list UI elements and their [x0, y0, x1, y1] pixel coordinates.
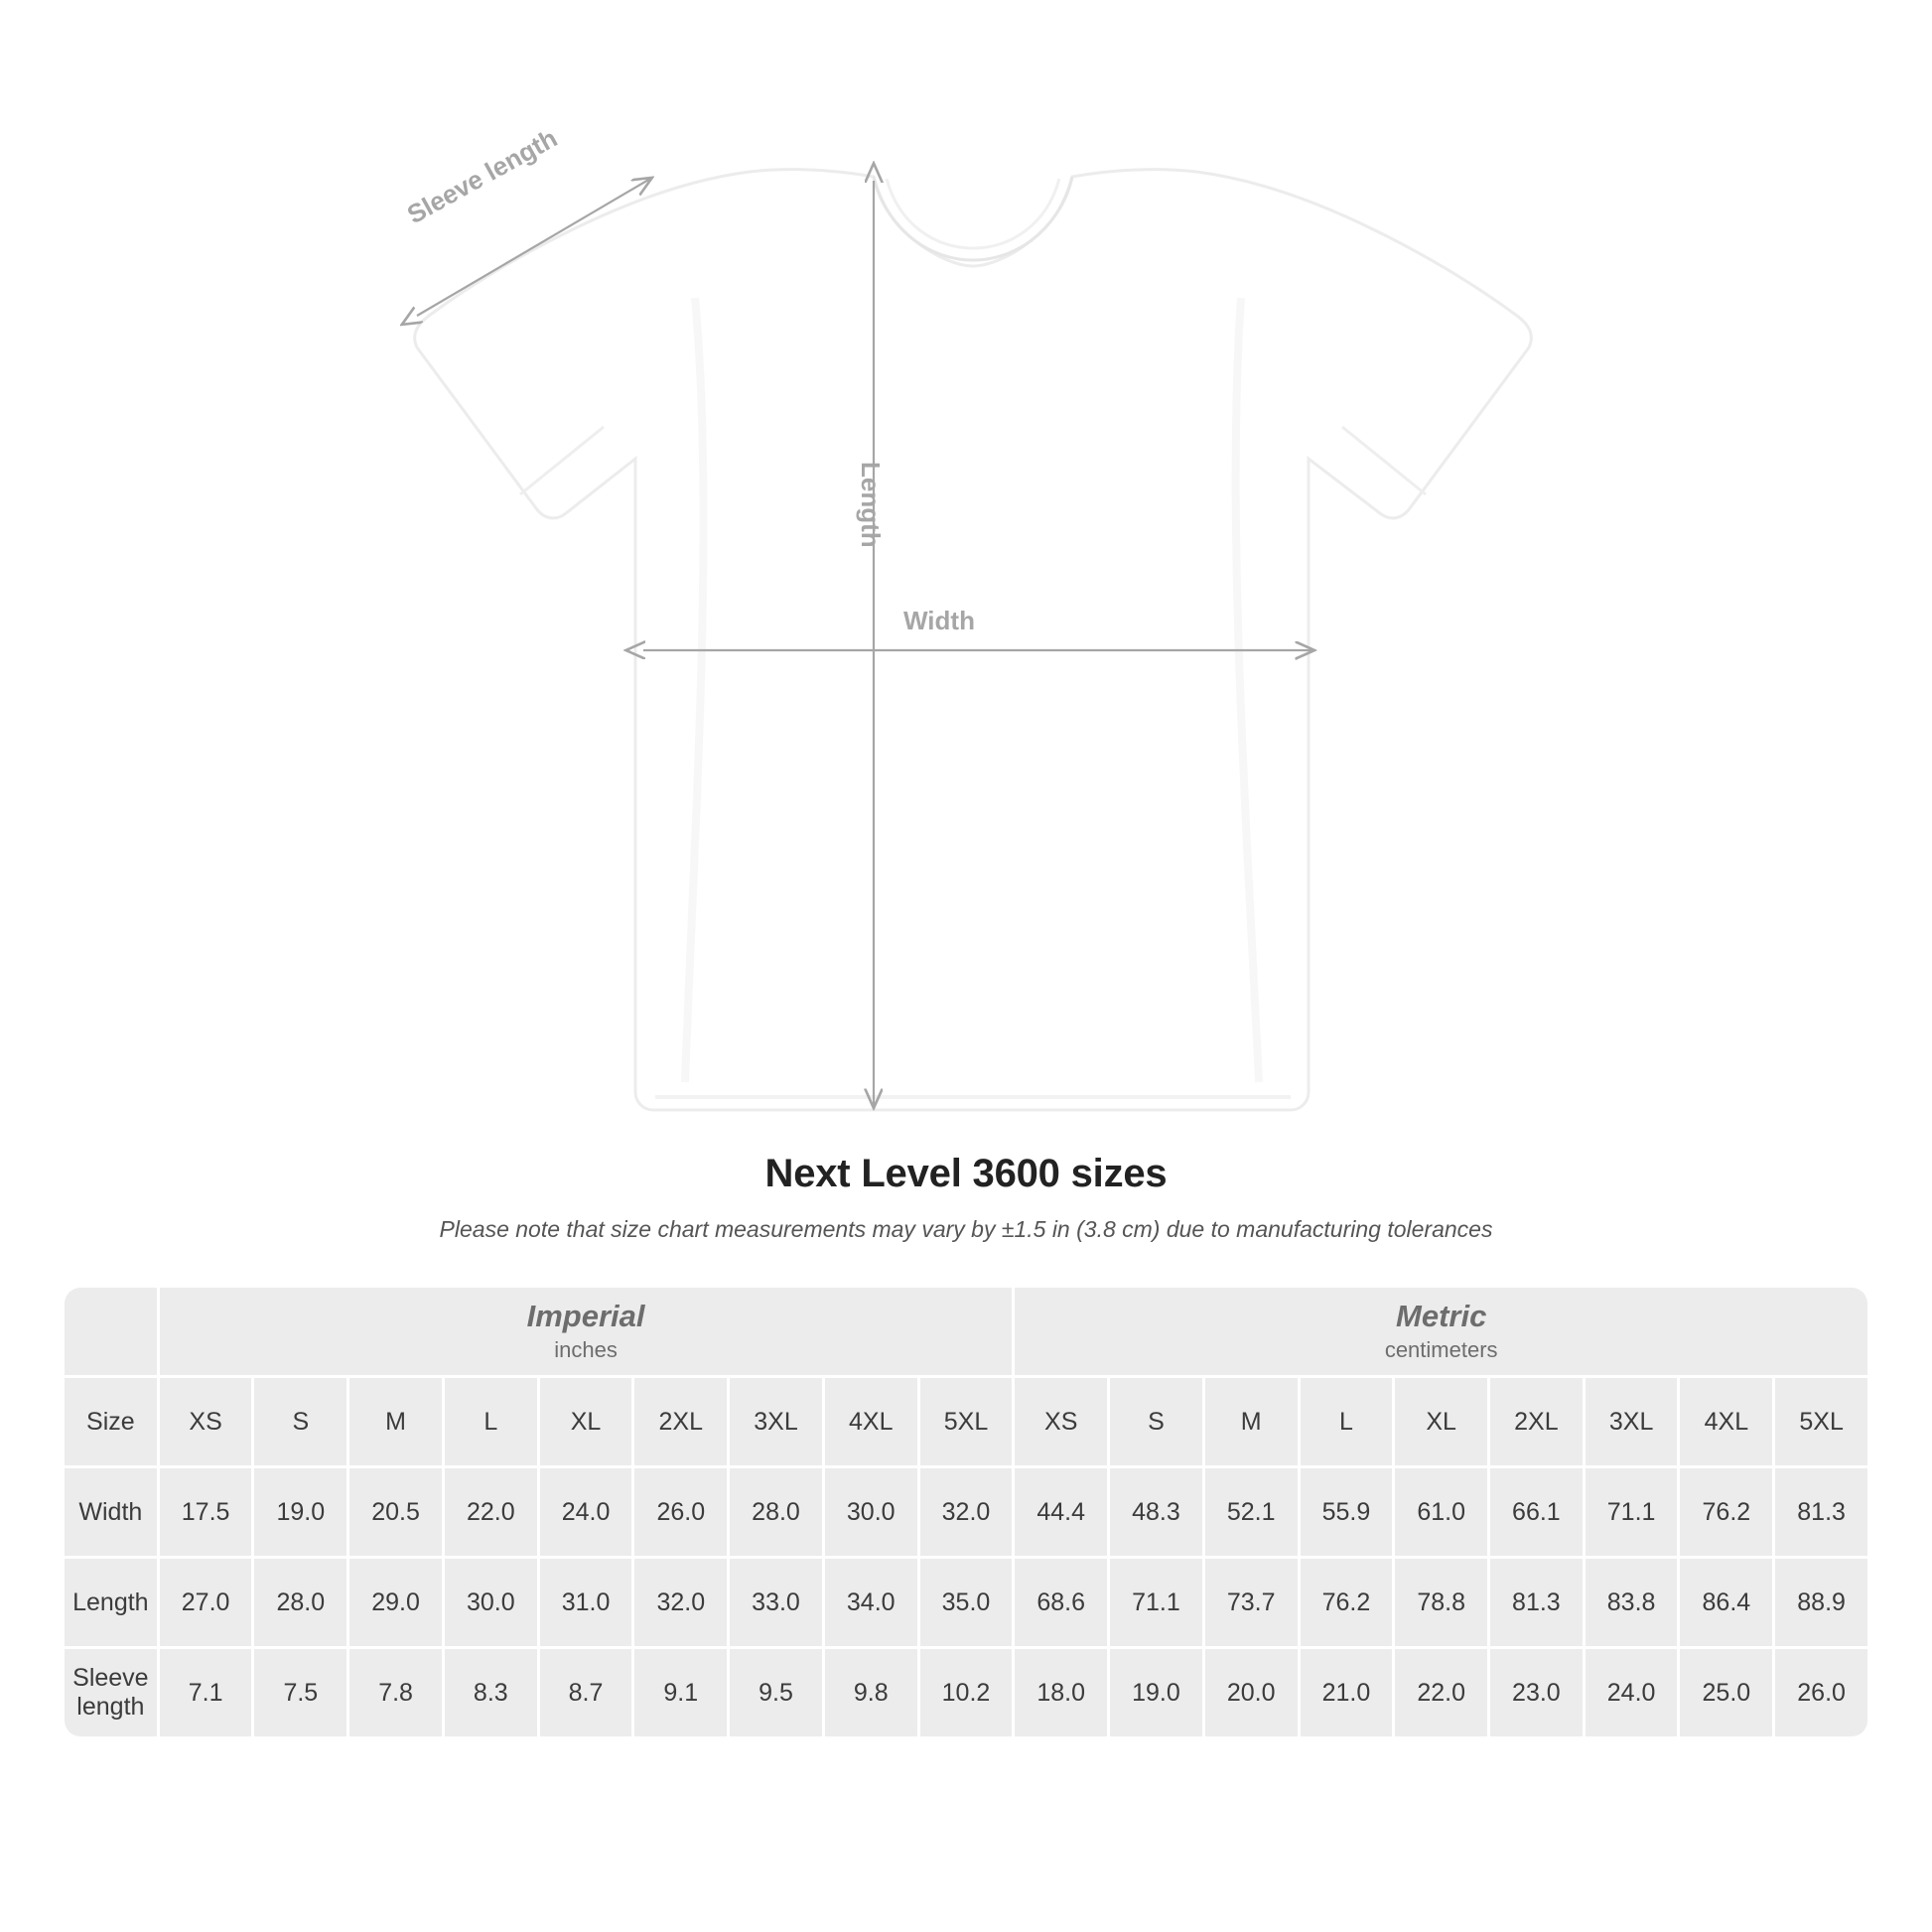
cell-sleeve-cm-2xl: 23.0 [1490, 1649, 1583, 1736]
cell-width-cm-5xl: 81.3 [1775, 1468, 1867, 1556]
cell-sleeve-in-xs: 7.1 [160, 1649, 252, 1736]
size-table-wrapper [62, 1285, 1870, 1739]
cell-width-cm-3xl: 71.1 [1586, 1468, 1678, 1556]
unit-sub-imperial: inches [554, 1337, 618, 1363]
cell-length-in-5xl: 35.0 [920, 1559, 1013, 1646]
row-label-length: Length [65, 1559, 157, 1646]
cell-length-in-l: 30.0 [445, 1559, 537, 1646]
cell-width-in-s: 19.0 [254, 1468, 346, 1556]
table-row [65, 1468, 1867, 1556]
cell-width-in-l: 22.0 [445, 1468, 537, 1556]
cell-width-in-5xl: 32.0 [920, 1468, 1013, 1556]
table-row [65, 1559, 1867, 1646]
shirt-outline [415, 170, 1532, 1110]
cell-length-cm-s: 71.1 [1110, 1559, 1202, 1646]
size-row-label: Size [65, 1378, 157, 1465]
cell-length-in-xl: 31.0 [540, 1559, 632, 1646]
cell-length-cm-m: 73.7 [1205, 1559, 1298, 1646]
cell-length-cm-5xl: 88.9 [1775, 1559, 1867, 1646]
cell-sleeve-in-3xl: 9.5 [730, 1649, 822, 1736]
unit-group-metric [1015, 1288, 1867, 1375]
cell-width-in-4xl: 30.0 [825, 1468, 917, 1556]
cell-width-in-m: 20.5 [349, 1468, 442, 1556]
cell-length-cm-xl: 78.8 [1395, 1559, 1487, 1646]
size-header-cell: 4XL [825, 1378, 917, 1465]
size-header-cell: 5XL [920, 1378, 1013, 1465]
unit-sub-metric: centimeters [1384, 1337, 1498, 1363]
size-header-cell: XS [1015, 1378, 1107, 1465]
cell-length-cm-l: 76.2 [1301, 1559, 1393, 1646]
table-corner-cell [65, 1288, 157, 1375]
size-header-cell: 5XL [1775, 1378, 1867, 1465]
cell-width-in-xs: 17.5 [160, 1468, 252, 1556]
cell-length-in-xs: 27.0 [160, 1559, 252, 1646]
cell-sleeve-cm-m: 20.0 [1205, 1649, 1298, 1736]
cell-sleeve-cm-xs: 18.0 [1015, 1649, 1107, 1736]
cell-sleeve-cm-4xl: 25.0 [1680, 1649, 1772, 1736]
cell-length-in-4xl: 34.0 [825, 1559, 917, 1646]
cell-length-cm-xs: 68.6 [1015, 1559, 1107, 1646]
cell-sleeve-cm-5xl: 26.0 [1775, 1649, 1867, 1736]
cell-width-in-3xl: 28.0 [730, 1468, 822, 1556]
cell-sleeve-in-l: 8.3 [445, 1649, 537, 1736]
row-label-sleeve-length: Sleeve length [65, 1649, 157, 1736]
cell-width-in-xl: 24.0 [540, 1468, 632, 1556]
unit-name-imperial: Imperial [526, 1299, 645, 1334]
cell-sleeve-cm-xl: 22.0 [1395, 1649, 1487, 1736]
size-header-cell: 2XL [634, 1378, 727, 1465]
size-header-cell: 4XL [1680, 1378, 1772, 1465]
width-label: Width [903, 606, 975, 635]
tolerance-note: Please note that size chart measurements may vary by ±1.5 in (3.8 cm) due to manufacturing tolerances [439, 1216, 1493, 1242]
cell-length-in-m: 29.0 [349, 1559, 442, 1646]
cell-sleeve-in-xl: 8.7 [540, 1649, 632, 1736]
cell-sleeve-in-s: 7.5 [254, 1649, 346, 1736]
sleeve-length-label: Sleeve length [402, 122, 563, 230]
cell-sleeve-cm-3xl: 24.0 [1586, 1649, 1678, 1736]
size-header-row [65, 1378, 1867, 1465]
size-header-cell: 3XL [1586, 1378, 1678, 1465]
cell-length-in-2xl: 32.0 [634, 1559, 727, 1646]
size-chart-table [62, 1285, 1870, 1739]
cell-width-cm-xs: 44.4 [1015, 1468, 1107, 1556]
cell-sleeve-in-4xl: 9.8 [825, 1649, 917, 1736]
size-header-cell: L [445, 1378, 537, 1465]
cell-length-cm-4xl: 86.4 [1680, 1559, 1772, 1646]
cell-sleeve-in-m: 7.8 [349, 1649, 442, 1736]
cell-width-cm-l: 55.9 [1301, 1468, 1393, 1556]
size-header-cell: S [254, 1378, 346, 1465]
table-row [65, 1649, 1867, 1736]
cell-width-cm-xl: 61.0 [1395, 1468, 1487, 1556]
cell-sleeve-cm-l: 21.0 [1301, 1649, 1393, 1736]
cell-length-in-s: 28.0 [254, 1559, 346, 1646]
size-header-cell: XL [1395, 1378, 1487, 1465]
cell-width-cm-s: 48.3 [1110, 1468, 1202, 1556]
unit-name-metric: Metric [1396, 1299, 1487, 1334]
cell-length-in-3xl: 33.0 [730, 1559, 822, 1646]
size-header-cell: 2XL [1490, 1378, 1583, 1465]
cell-sleeve-in-2xl: 9.1 [634, 1649, 727, 1736]
size-header-cell: S [1110, 1378, 1202, 1465]
unit-header-row [65, 1288, 1867, 1375]
length-label: Length [856, 462, 886, 548]
cell-width-in-2xl: 26.0 [634, 1468, 727, 1556]
page-title: Next Level 3600 sizes [764, 1152, 1168, 1195]
cell-length-cm-2xl: 81.3 [1490, 1559, 1583, 1646]
size-header-cell: XS [160, 1378, 252, 1465]
cell-width-cm-2xl: 66.1 [1490, 1468, 1583, 1556]
size-header-cell: L [1301, 1378, 1393, 1465]
size-header-cell: XL [540, 1378, 632, 1465]
cell-length-cm-3xl: 83.8 [1586, 1559, 1678, 1646]
size-header-cell: 3XL [730, 1378, 822, 1465]
row-label-width: Width [65, 1468, 157, 1556]
size-header-cell: M [1205, 1378, 1298, 1465]
cell-sleeve-in-5xl: 10.2 [920, 1649, 1013, 1736]
cell-width-cm-4xl: 76.2 [1680, 1468, 1772, 1556]
cell-sleeve-cm-s: 19.0 [1110, 1649, 1202, 1736]
cell-width-cm-m: 52.1 [1205, 1468, 1298, 1556]
size-header-cell: M [349, 1378, 442, 1465]
unit-group-imperial [160, 1288, 1013, 1375]
